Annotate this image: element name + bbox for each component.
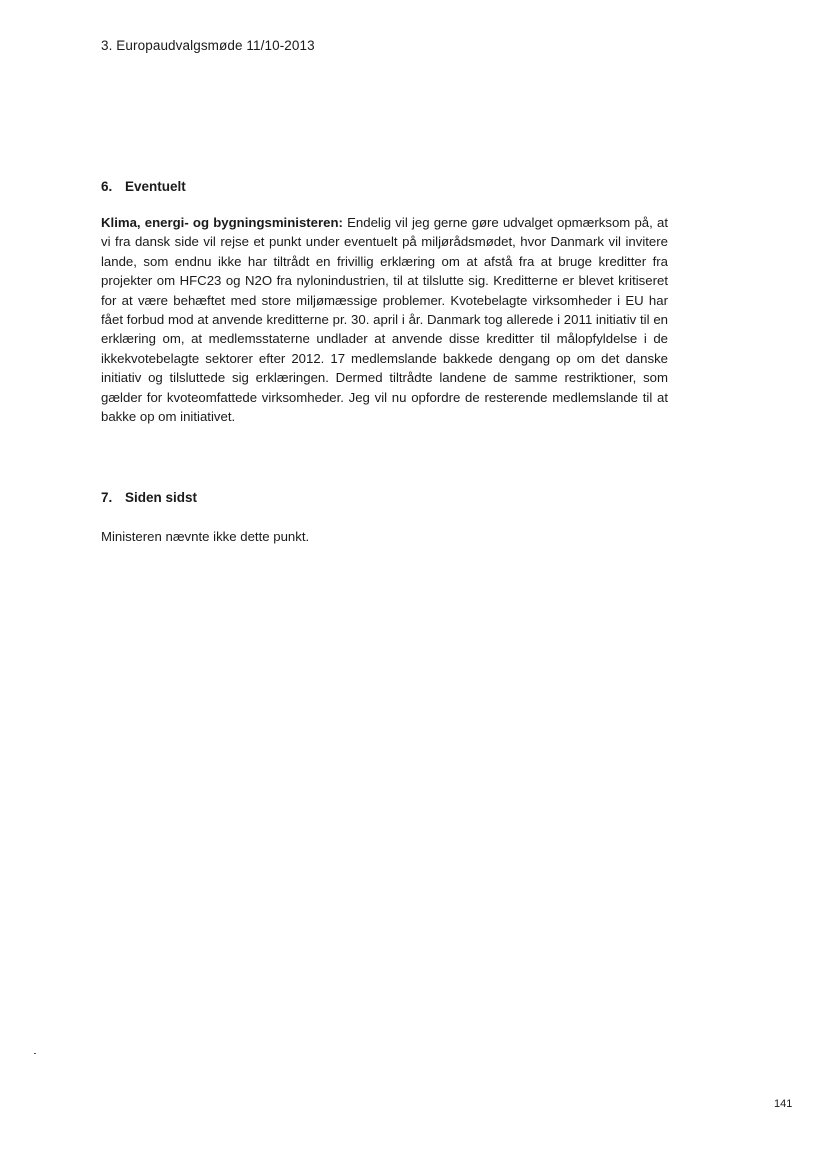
speaker-label: Klima, energi- og bygningsministeren: xyxy=(101,215,343,230)
section-heading-siden-sidst xyxy=(101,490,197,505)
section-paragraph-eventuelt xyxy=(101,213,668,426)
section-title: Siden sidst xyxy=(125,490,198,505)
page-number: 141 xyxy=(774,1098,793,1110)
section-title: Eventuelt xyxy=(125,179,186,194)
section-number: 7. xyxy=(101,490,113,505)
section-paragraph-siden-sidst: Ministeren nævnte ikke dette punkt. xyxy=(101,529,310,544)
document-header: 3. Europaudvalgsmøde 11/10-2013 xyxy=(101,38,315,53)
section-heading-eventuelt xyxy=(101,179,186,194)
scan-speck xyxy=(34,1053,36,1054)
section-number: 6. xyxy=(101,179,113,194)
paragraph-text: Endelig vil jeg gerne gøre udvalget opmærksom på, at vi fra dansk side vil rejse et punkt under eventuelt på miljørådsmødet, hvor Danmark vil invitere lande, som endnu ikke har tiltrådt en frivillig erklæring om at afstå fra at bruge kreditter fra projekter om HFC23 og N2O fra nylonindustrien, til at tilslutte sig. Kreditterne er blevet kritiseret for at være behæftet med store miljømæssige problemer. Kvotebelagte virksomheder i EU har fået forbud mod at anvende kreditterne pr. 30. april i år. Danmark tog allerede i 2011 initiativ til en erklæring om, at medlemsstaterne undlader at anvende disse kreditter til målopfyldelse i de ikkekvotebelagte sektorer efter 2012. 17 medlemslande bakkede dengang op om det danske initiativ og tilsluttede sig erklæringen. Dermed tiltrådte landene de samme restriktioner, som gælder for kvoteomfattede virksomheder. Jeg vil nu opfordre de resterende medlemslande til at bakke op om initiativet. xyxy=(101,215,668,425)
